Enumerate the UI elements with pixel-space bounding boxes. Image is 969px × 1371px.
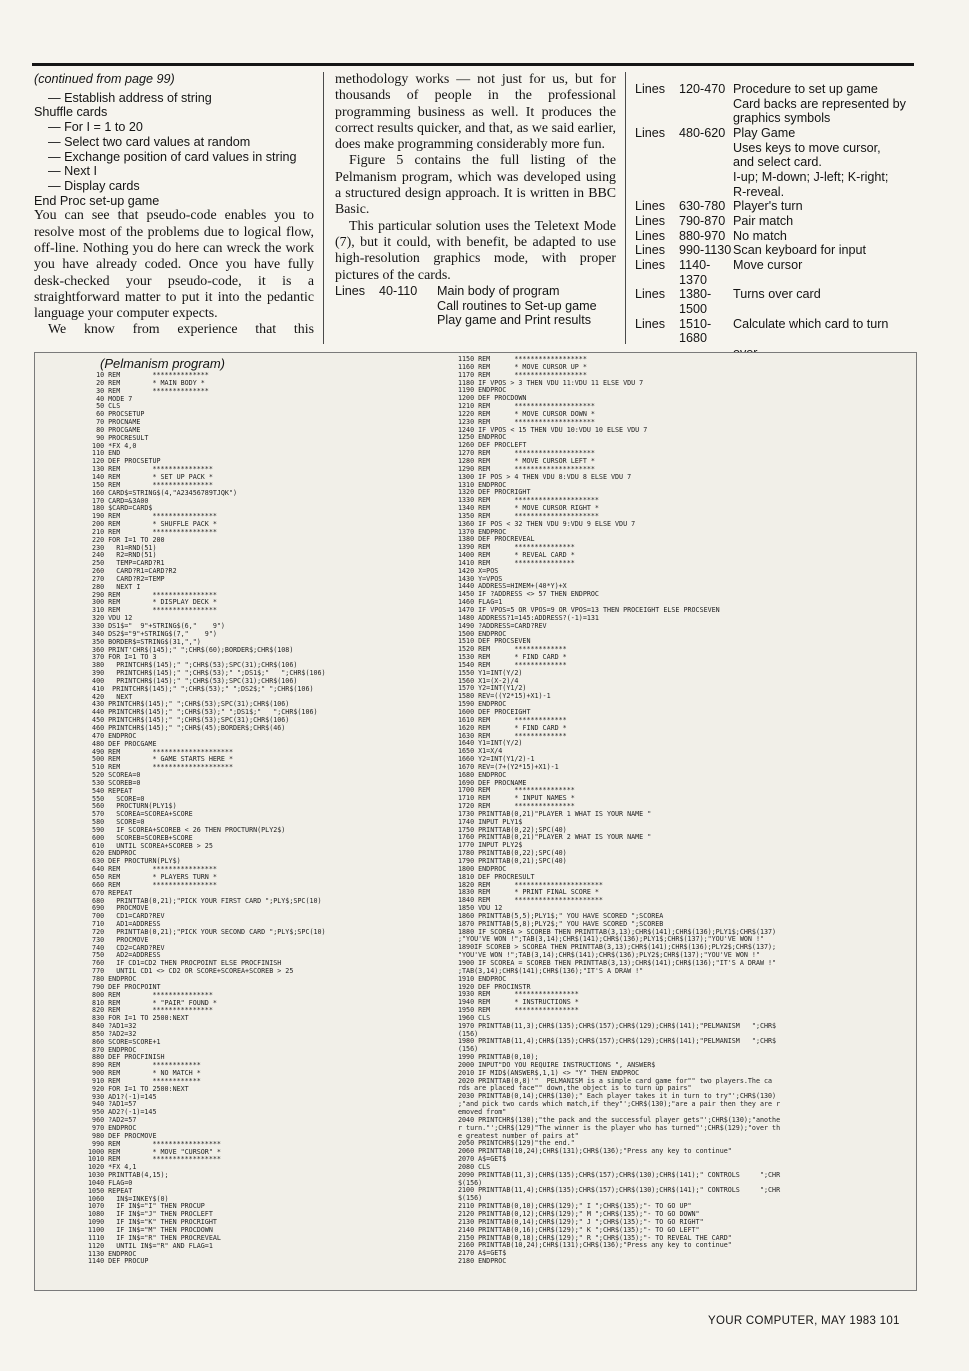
lines-range [679, 97, 733, 112]
column-middle [335, 72, 616, 328]
lines-label [635, 141, 679, 156]
lines-row [635, 155, 917, 170]
pseudo-code-block [34, 87, 314, 209]
lines-row [635, 258, 917, 287]
lines-range: 990-1130 [679, 243, 732, 258]
lines-label: Lines [335, 283, 366, 298]
lines-range: 1140-1370 [679, 257, 711, 287]
lines-row [635, 170, 917, 185]
column-divider [625, 72, 626, 344]
lines-desc: R-reveal. [733, 184, 785, 199]
lines-desc: Turns over card [733, 287, 821, 302]
pseudo-line: — Select two card values at random [48, 134, 251, 149]
lines-desc: Uses keys to move cursor, [733, 140, 881, 155]
lines-desc: Pair match [733, 213, 794, 228]
lines-range: 630-780 [679, 199, 726, 214]
lines-row [635, 126, 917, 141]
lines-row [635, 317, 917, 346]
pseudo-line: — Next I [48, 164, 97, 179]
continued-note: (continued from page 99) [34, 72, 175, 86]
lines-range: 1380-1500 [679, 287, 712, 316]
top-rule [32, 63, 914, 66]
lines-range: 120-470 [679, 82, 726, 96]
page-footer: YOUR COMPUTER, MAY 1983 101 [708, 1315, 900, 1327]
lines-label [635, 111, 679, 126]
lines-range: 880-970 [679, 228, 726, 243]
lines-label: Lines [635, 287, 666, 302]
lines-range: 790-870 [679, 213, 726, 228]
pseudo-line: — For I = 1 to 20 [48, 120, 143, 135]
pseudo-line: — Exchange position of card values in string [48, 149, 297, 164]
lines-row [635, 82, 917, 97]
lines-row [635, 97, 917, 112]
lines-range [679, 185, 733, 200]
lines-row [635, 185, 917, 200]
lines-label: Lines [635, 257, 666, 272]
lines-label: Lines [635, 316, 666, 331]
lines-desc: No match [733, 228, 787, 243]
lines-desc: Card backs are represented by [733, 96, 906, 111]
lines-range [679, 141, 733, 156]
lines-row [635, 287, 917, 316]
lines-range [679, 155, 733, 170]
lines-row [335, 313, 616, 328]
lines-row [635, 243, 917, 258]
listing-left-column: 10 REM ************** 20 REM * MAIN BODY * 30 REM ************** 40 MODE 7 50 CLS 60 PROCSETUP 70 PROCNAME 80 PROCGAME 90 PROCRESULT 100 *FX 4,0 110 END 120 DEF PROCSETUP 130 REM *************** 140 REM * SET UP PACK * 150 REM *************** 160 CARD$=STRING$(4,"A23456789TJQK") 170 CARD=&3A00 180 $CARD=CARD$ 190 REM **************** 200 REM * SHUFFLE PACK * 210 REM **************** 220 FOR I=1 TO 200 230 R1=RND(51) 240 R2=RND(51) 250 TEMP=CARD?R1 260 CARD?R1=CARD?R2 270 CARD?R2=TEMP 280 NEXT I 290 REM **************** 300 REM * DISPLAY DECK * 310 REM **************** 320 VDU 12 330 DS1$=" 9"+STRING$(6," 9") 340 DS2$="9"+STRING$(7," 9") 350 BORDER$=STRING$(31,",") 360 PRINT'CHR$(145);" ";CHR$(60);BORDER$;CHR$(108) 370 FOR I=1 TO 3 380 PRINTCHR$(145);" ";CHR$(53);SPC(31);CHR$(106) 390 PRINTCHR$(145);" ";CHR$(53);" ";DS1$;" ";CHR$(106) 400 PRINTCHR$(145);" ";CHR$(53);SPC(31);CHR$(106) 410 PRINTCHR$(145);" ";CHR$(53);" ";DS2$;" ";CHR$(106) 420 NEXT 430 PRINTCHR$(145);" ";CHR$(53);SPC(31);CHR$(106) 440 PRINTCHR$(145);" ";CHR$(53);" ";DS1$;" ";CHR$(106) 450 PRINTCHR$(145);" ";CHR$(53);SPC(31);CHR$(106) 460 PRINTCHR$(145);" ";CHR$(45);BORDER$;CHR$(46) 470 ENDPROC 480 DEF PROCGAME 490 REM ******************** 500 REM * GAME STARTS HERE * 510 REM ******************** 520 SCOREA=0 530 SCOREB=0 540 REPEAT 550 SCORE=0 560 PROCTURN(PLY1$) 570 SCOREA=SCOREA+SCORE 580 SCORE=0 590 IF SCOREA+SCOREB < 26 THEN PROCTURN(PLY2$) 600 SCOREB=SCOREB+SCORE 610 UNTIL SCOREA+SCOREB > 25 620 ENDPROC 630 DEF PROCTURN(PLY$) 640 REM **************** 650 REM * PLAYERS TURN * 660 REM **************** 670 REPEAT 680 PRINTTAB(0,21);"PICK YOUR FIRST CARD ";PLY$;SPC(10) 690 PROCMOVE 700 CD1=CARD?REV 710 AD1=ADDRESS 720 PRINTTAB(0,21);"PICK YOUR SECOND CARD ";PLY$;SPC(10) 730 PROCMOVE 740 CD2=CARD?REV 750 AD2=ADDRESS 760 IF CD1=CD2 THEN PROCPOINT ELSE PROCFINISH 770 UNTIL CD1 <> CD2 OR SCORE+SCOREA+SCOREB > 25 780 ENDPROC 790 DEF PROCPOINT 800 REM *************** 810 REM * "PAIR" FOUND * 820 REM *************** 830 FOR I=1 TO 2500:NEXT 840 ?AD1=32 850 ?AD2=32 860 SCORE=SCORE+1 870 ENDPROC 880 DEF PROCFINISH 890 REM ************ 900 REM * NO MATCH * 910 REM ************ 920 FOR I=1 TO 2500:NEXT 930 AD1?(-1)=145 940 ?AD1=57 950 AD2?(-1)=145 960 ?AD2=57 970 ENDPROC 980 DEF PROCMOVE 990 REM ***************** 1000 REM * MOVE "CURSOR" * 1010 REM ***************** 1020 *FX 4,1 1030 PRINTTAB(4,15); 1040 FLAG=0 1050 REPEAT 1060 IN$=INKEY$(0) 1070 IF IN$="I" THEN PROCUP 1080 IF IN$="J" THEN PROCLEFT 1090 IF IN$="K" THEN PROCRIGHT 1100 IF IN$="M" THEN PROCDOWN 1110 IF IN$="R" THEN PROCREVEAL 1120 UNTIL IN$="R" AND FLAG=1 1130 ENDPROC 1140 DEF PROCUP [88, 371, 326, 1266]
lines-label [635, 155, 679, 170]
lines-row [635, 229, 917, 244]
body-paragraph: This particular solution uses the Teletext Mode (7), but it could, with benefit, be adapted to use high-resolution graphics mode, with proper pictures of the cards. [335, 218, 616, 283]
listing-right-column: 1150 REM ****************** 1160 REM * MOVE CURSOR UP * 1170 REM ****************** 1180 IF VPOS > 3 THEN VDU 11:VDU 11 ELSE VDU 7 1190 ENDPROC 1200 DEF PROCDOWN 1210 REM ******************** 1220 REM * MOVE CURSOR DOWN * 1230 REM ******************** 1240 IF VPOS < 15 THEN VDU 10:VDU 10 ELSE VDU 7 1250 ENDPROC 1260 DEF PROCLEFT 1270 REM ******************** 1280 REM * MOVE CURSOR LEFT * 1290 REM ******************** 1300 IF POS > 4 THEN VDU 8:VDU 8 ELSE VDU 7 1310 ENDPROC 1320 DEF PROCRIGHT 1330 REM ********************* 1340 REM * MOVE CURSOR RIGHT * 1350 REM ********************* 1360 IF POS < 32 THEN VDU 9:VDU 9 ELSE VDU 7 1370 ENDPROC 1380 DEF PROCREVEAL 1390 REM *************** 1400 REM * REVEAL CARD * 1410 REM *************** 1420 X=POS 1430 Y=VPOS 1440 ADDRESS=HIMEM+(40*Y)+X 1450 IF ?ADDRESS <> 57 THEN ENDPROC 1460 FLAG=1 1470 IF VPOS=5 OR VPOS=9 OR VPOS=13 THEN PROCEIGHT ELSE PROCSEVEN 1480 ADDRESS?1=145:ADDRESS?(-1)=131 1490 ?ADDRESS=CARD?REV 1500 ENDPROC 1510 DEF PROCSEVEN 1520 REM ************* 1530 REM * FIND CARD * 1540 REM ************* 1550 Y1=INT(Y/2) 1560 X1=(X-2)/4 1570 Y2=INT(Y1/2) 1580 REV=((Y2*15)+X1)-1 1590 ENDPROC 1600 DEF PROCEIGHT 1610 REM ************* 1620 REM * FIND CARD * 1630 REM ************* 1640 Y1=INT(Y/2) 1650 X1=X/4 1660 Y2=INT(Y1/2)-1 1670 REV=(7+(Y2*15)+X1)-1 1680 ENDPROC 1690 DEF PROCNAME 1700 REM *************** 1710 REM * INPUT NAMES * 1720 REM *************** 1730 PRINTTAB(0,21)"PLAYER 1 WHAT IS YOUR NAME " 1740 INPUT PLY1$ 1750 PRINTTAB(0,22);SPC(40) 1760 PRINTTAB(0,21)"PLAYER 2 WHAT IS YOUR NAME " 1770 INPUT PLY2$ 1780 PRINTTAB(0,22);SPC(40) 1790 PRINTTAB(0,21);SPC(40) 1800 ENDPROC 1810 DEF PROCRESULT 1820 REM ********************** 1830 REM * PRINT FINAL SCORE * 1840 REM ********************** 1850 VDU 12 1860 PRINTTAB(5,5);PLY1$;" YOU HAVE SCORED ";SCOREA 1870 PRINTTAB(5,8);PLY2$;" YOU HAVE SCORED ";SCOREB 1880 IF SCOREA > SCOREB THEN PRINTTAB(3,13);CHR$(141);CHR$(136);PLY1$;CHR$(137) ;"YOU'VE WON !";TAB(3,14);CHR$(141);CHR$(136);PLY1$;CHR$(137);"YOU'VE WON !" 1890IF SCOREB > SCOREA THEN PRINTTAB(3,13);CHR$(141);CHR$(136);PLY2$;CHR$(137); "YOU'VE WON !";TAB(3,14);CHR$(141);CHR$(136);PLY2$;CHR$(137);"YOU'VE WON !" 1900 IF SCOREA = SCOREB THEN PRINTTAB(3,13);CHR$(141);CHR$(136);"IT'S A DRAW !" ;TAB(3,14);CHR$(141);CHR$(136);"IT'S A DRAW !" 1910 ENDPROC 1920 DEF PROCINSTR 1930 REM **************** 1940 REM * INSTRUCTIONS * 1950 REM **************** 1960 CLS 1970 PRINTTAB(11,3);CHR$(135);CHR$(157);CHR$(129);CHR$(141);"PELMANISM ";CHR$ (156) 1980 PRINTTAB(11,4);CHR$(135);CHR$(157);CHR$(129);CHR$(141);"PELMANISM ";CHR$ (156) 1990 PRINTTAB(0,10); 2000 INPUT"DO YOU REQUIRE INSTRUCTIONS ", ANSWER$ 2010 IF MID$(ANSWER$,1,1) <> "Y" THEN ENDPROC 2020 PRINTTAB(0,8)'" PELMANISM is a simple card game for"" two players.The ca rds are placed face"" down,the object is to turn up pairs" 2030 PRINTTAB(0,14);CHR$(130);" Each player takes it in turn to try"';CHR$(130) ;"and pick two cards which match,if they"';CHR$(130);"are a pair then they are r emoved from" 2040 PRINTCHR$(130);"the pack and the successful player gets"';CHR$(130);"anothe r turn."';CHR$(129)"The winner is the player who has turned"';CHR$(129);"over th e greatest number of pairs at" 2050 PRINTCHR$(129)"the end." 2060 PRINTTAB(10,24);CHR$(131);CHR$(136);"Press any key to continue" 2070 A$=GET$ 2080 CLS 2090 PRINTTAB(11,3);CHR$(135);CHR$(157);CHR$(130);CHR$(141);" CONTROLS ";CHR $(156) 2100 PRINTTAB(11,4);CHR$(135);CHR$(157);CHR$(130);CHR$(141);" CONTROLS ";CHR $(156) 2110 PRINTTAB(0,10);CHR$(129);" I ";CHR$(135);"- TO GO UP" 2120 PRINTTAB(0,12);CHR$(129);" M ";CHR$(135);"- TO GO DOWN" 2130 PRINTTAB(0,14);CHR$(129);" J ";CHR$(135);"- TO GO RIGHT" 2140 PRINTTAB(0,16);CHR$(129);" K ";CHR$(135);"- TO GO LEFT" 2150 PRINTTAB(0,18);CHR$(129);" R ";CHR$(135);"- TO REVEAL THE CARD" 2160 PRINTTAB(10,24);CHR$(131);CHR$(136);"Press any key to continue" 2170 A$=GET$ 2180 ENDPROC [458, 355, 781, 1266]
lines-range [375, 299, 437, 314]
lines-desc: I-up; M-down; J-left; K-right; [733, 169, 889, 184]
lines-range: 480-620 [679, 125, 726, 140]
body-paragraph: You can see that pseudo-code enables you to resolve most of the problems due to logical flow, off-line. Nothing you do here can wreck the work you have already coded. Once you have fully desk-checked your pseudo-code, it is a straightforward matter to put it into the pedantic language your computer expects. [34, 208, 314, 322]
lines-label [335, 313, 375, 328]
lines-label [635, 97, 679, 112]
lines-desc: Procedure to set up game [733, 82, 878, 96]
column-divider [323, 72, 324, 344]
lines-row [635, 199, 917, 214]
lines-desc: Calculate which card to turn [733, 316, 889, 331]
lines-range [375, 313, 437, 328]
lines-range: 40-110 [379, 283, 418, 298]
pseudo-line: — Establish address of string [48, 90, 212, 105]
lines-range [679, 170, 733, 185]
lines-desc: Player's turn [733, 199, 803, 214]
lines-label: Lines [635, 228, 666, 243]
lines-row [335, 284, 616, 299]
lines-label: Lines [635, 213, 666, 228]
lines-row [635, 214, 917, 229]
body-paragraph: We know from experience that this [48, 322, 314, 338]
lines-desc: Call routines to Set-up game [437, 298, 597, 313]
lines-range: 1510-1680 [679, 316, 712, 346]
lines-desc: Play game and Print results [437, 313, 591, 328]
lines-range [679, 111, 733, 126]
lines-label [635, 185, 679, 200]
pseudo-line: Shuffle cards [34, 105, 108, 120]
lines-desc: Scan keyboard for input [733, 243, 867, 258]
lines-label [635, 170, 679, 185]
lines-desc: graphics symbols [733, 111, 831, 126]
lines-desc: Main body of program [437, 283, 560, 298]
lines-label [335, 299, 375, 314]
lines-desc: and select card. [733, 155, 822, 170]
column-left [34, 72, 314, 339]
pseudo-line: — Display cards [48, 178, 140, 193]
lines-row [635, 141, 917, 156]
lines-label: Lines [635, 243, 666, 258]
lines-label: Lines [635, 82, 666, 96]
lines-label: Lines [635, 199, 666, 214]
listing-title: (Pelmanism program) [100, 356, 225, 371]
lines-desc: Play Game [733, 125, 796, 140]
lines-row [635, 111, 917, 126]
pseudo-line: End Proc set-up game [34, 193, 160, 208]
lines-desc: Move cursor [733, 257, 803, 272]
body-paragraph: methodology works — not just for us, but for thousands of people in the professional programming business as well. It produces the correct results quicker, and that, as we said earlier, does make programming considerably more fun. [335, 72, 616, 153]
lines-label: Lines [635, 125, 666, 140]
body-paragraph: Figure 5 contains the full listing of the Pelmanism program, which was developed using a structured design approach. It is written in BBC Basic. [335, 153, 616, 218]
lines-row [335, 299, 616, 314]
